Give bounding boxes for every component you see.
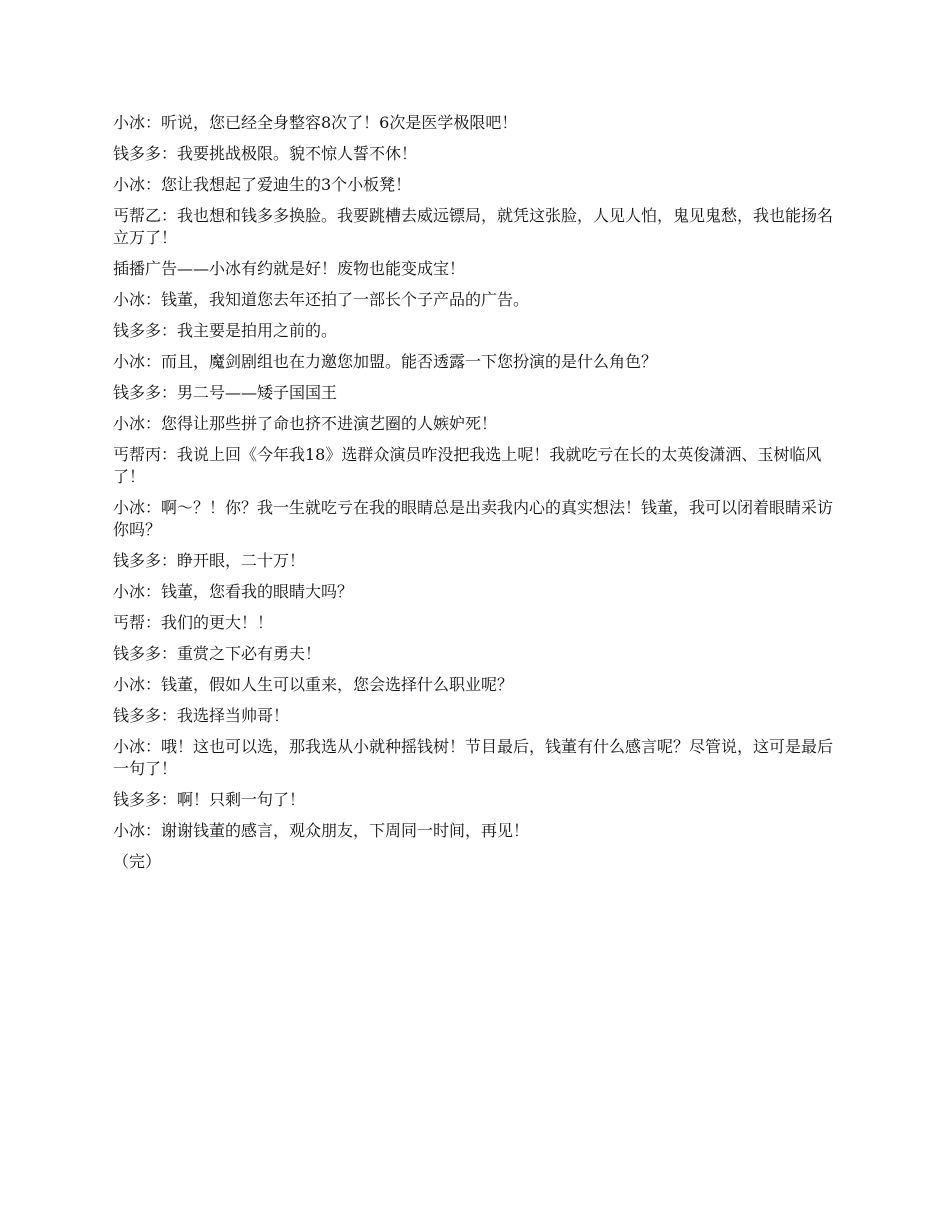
dialogue-line-5: 插播广告——小冰有约就是好！废物也能变成宝！ (113, 259, 466, 278)
dialogue-line-3: 小冰：您让我想起了爱迪生的3个小板凳！ (113, 175, 412, 194)
dialogue-line-12: 小冰：啊～？！你？我一生就吃亏在我的眼睛总是出卖我内心的真实想法！钱董，我可以闭着眼睛采访你吗？ (113, 498, 834, 539)
dialogue-line-6: 小冰：钱董，我知道您去年还拍了一部长个子产品的广告。 (113, 290, 530, 309)
dialogue-line-7: 钱多多：我主要是拍用之前的。 (113, 321, 338, 340)
dialogue-line-4: 丐帮乙：我也想和钱多多换脸。我要跳槽去威远镖局，就凭这张脸，人见人怕，鬼见鬼愁，我也能扬名立万了！ (113, 206, 834, 247)
dialogue-line-17: 小冰：钱董，假如人生可以重来，您会选择什么职业呢？ (113, 675, 514, 694)
dialogue-line-2: 钱多多：我要挑战极限。貌不惊人誓不休！ (113, 144, 418, 163)
dialogue-line-20: 钱多多：啊！只剩一句了！ (113, 790, 306, 809)
dialogue-line-11: 丐帮丙：我说上回《今年我18》选群众演员咋没把我选上呢！我就吃亏在长的太英俊潇洒、玉树临风了！ (113, 445, 822, 486)
ending-mark: （完） (113, 852, 162, 871)
dialogue-line-18: 钱多多：我选择当帅哥！ (113, 706, 290, 725)
document-body (113, 112, 843, 882)
dialogue-line-9: 钱多多：男二号——矮子国国王 (113, 383, 338, 402)
dialogue-line-10: 小冰：您得让那些拼了命也挤不进演艺圈的人嫉妒死！ (113, 414, 498, 433)
dialogue-line-16: 钱多多：重赏之下必有勇夫！ (113, 644, 322, 663)
dialogue-line-8: 小冰：而且，魔剑剧组也在力邀您加盟。能否透露一下您扮演的是什么角色？ (113, 352, 658, 371)
dialogue-line-19: 小冰：哦！这也可以选，那我选从小就种摇钱树！节目最后，钱董有什么感言呢？尽管说，这可是最后一句了！ (113, 737, 834, 778)
dialogue-line-14: 小冰：钱董，您看我的眼睛大吗？ (113, 582, 354, 601)
dialogue-line-13: 钱多多：睁开眼，二十万！ (113, 551, 306, 570)
dialogue-line-1: 小冰：听说，您已经全身整容8次了！6次是医学极限吧！ (113, 113, 518, 132)
dialogue-line-15: 丐帮：我们的更大！！ (113, 613, 274, 632)
dialogue-line-21: 小冰：谢谢钱董的感言，观众朋友，下周同一时间，再见！ (113, 821, 530, 840)
